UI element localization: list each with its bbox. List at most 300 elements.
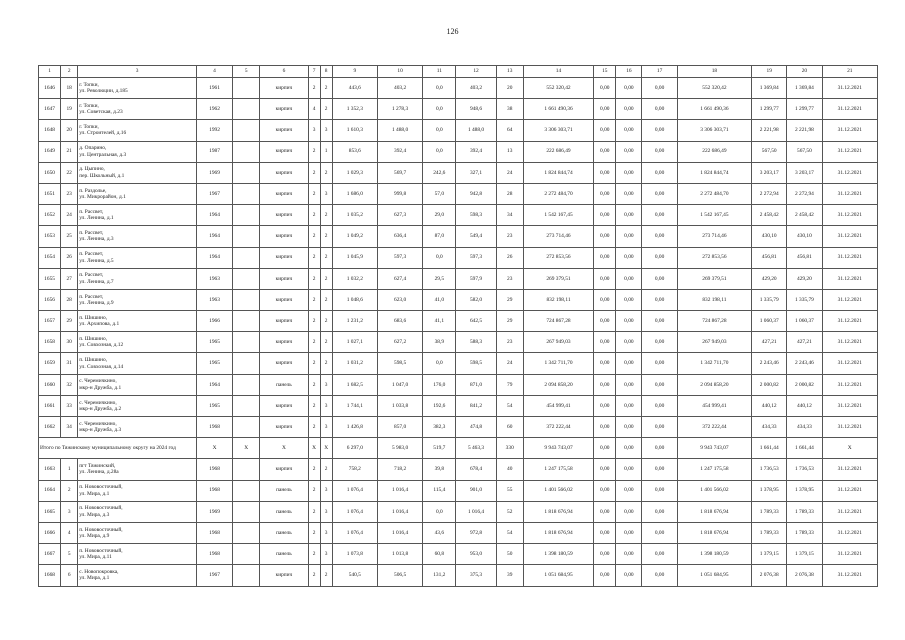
- table-cell: 1 488,0: [377, 120, 422, 141]
- table-cell: 1992: [196, 120, 232, 141]
- table-cell: 0,00: [616, 247, 642, 268]
- table-cell: 3: [308, 120, 320, 141]
- address-cell: п. Шишино, ул. Архипова, д.1: [78, 311, 197, 332]
- table-cell: кирпич: [260, 332, 308, 353]
- table-cell: 23: [61, 183, 78, 204]
- table-cell: 0,00: [594, 522, 616, 543]
- table-cell: [233, 459, 260, 480]
- total-cell: 1 661,44: [752, 438, 787, 459]
- table-cell: 0,00: [594, 141, 616, 162]
- table-cell: 2: [320, 247, 332, 268]
- table-cell: 2: [308, 183, 320, 204]
- address-cell: пгт Тяжинский, ул. Ленина, д.28а: [78, 459, 197, 480]
- table-row: [39, 395, 878, 416]
- table-cell: 1654: [39, 247, 61, 268]
- table-cell: 1 016,4: [377, 501, 422, 522]
- table-cell: 2: [308, 162, 320, 183]
- table-cell: 2: [308, 522, 320, 543]
- table-cell: 1 031,2: [332, 353, 377, 374]
- table-cell: 0,0: [423, 120, 456, 141]
- table-cell: 3: [320, 480, 332, 501]
- address-cell: п. Нововосточный, ул. Мира, д.3: [78, 501, 197, 522]
- table-cell: 440,12: [752, 395, 787, 416]
- table-cell: 1 661 490,36: [523, 99, 593, 120]
- table-cell: 1 682,5: [332, 374, 377, 395]
- table-cell: 31.12.2021: [822, 332, 877, 353]
- table-cell: 0,00: [642, 99, 677, 120]
- table-cell: 222 686,49: [677, 141, 751, 162]
- table-cell: 273 714,46: [677, 226, 751, 247]
- table-cell: кирпич: [260, 120, 308, 141]
- table-cell: 0,00: [642, 565, 677, 586]
- table-cell: 2: [308, 374, 320, 395]
- table-cell: 2: [320, 459, 332, 480]
- table-cell: 1 736,53: [752, 459, 787, 480]
- table-cell: 31.12.2021: [822, 501, 877, 522]
- table-cell: 1 342 711,70: [677, 353, 751, 374]
- table-cell: 1 488,0: [456, 120, 496, 141]
- table-cell: 1 378,95: [787, 480, 822, 501]
- table-cell: 1968: [196, 522, 232, 543]
- table-cell: 34: [496, 205, 523, 226]
- address-cell: п. Нововосточный, ул. Мира, д.9: [78, 522, 197, 543]
- table-cell: 1 047,0: [377, 374, 422, 395]
- table-cell: 31.12.2021: [822, 374, 877, 395]
- table-row: [39, 99, 878, 120]
- table-cell: панель: [260, 544, 308, 565]
- table-cell: 267 949,03: [523, 332, 593, 353]
- table-cell: 1 789,33: [752, 501, 787, 522]
- table-cell: 0,00: [616, 522, 642, 543]
- table-cell: 25: [61, 226, 78, 247]
- table-cell: 1 398 180,59: [523, 544, 593, 565]
- table-cell: 430,10: [787, 226, 822, 247]
- table-row: [39, 120, 878, 141]
- table-cell: 2 243,46: [787, 353, 822, 374]
- table-cell: 0,00: [594, 311, 616, 332]
- table-cell: 23: [496, 332, 523, 353]
- table-cell: 597,9: [456, 268, 496, 289]
- table-cell: [233, 501, 260, 522]
- column-number-cell: 18: [677, 66, 751, 78]
- table-cell: 0,00: [594, 247, 616, 268]
- table-cell: 31.12.2021: [822, 544, 877, 565]
- table-cell: 0,00: [642, 522, 677, 543]
- total-cell: 0,00: [594, 438, 616, 459]
- table-cell: 1967: [196, 183, 232, 204]
- table-cell: 1666: [39, 522, 61, 543]
- table-cell: 0,00: [642, 120, 677, 141]
- table-cell: 31.12.2021: [822, 417, 877, 438]
- table-cell: 3 306 303,71: [677, 120, 751, 141]
- table-cell: 683,6: [377, 311, 422, 332]
- table-cell: 853,6: [332, 141, 377, 162]
- table-cell: 2: [308, 311, 320, 332]
- table-cell: 3: [320, 120, 332, 141]
- table-cell: 31.12.2021: [822, 565, 877, 586]
- table-cell: 2: [320, 162, 332, 183]
- column-number-cell: 13: [496, 66, 523, 78]
- table-cell: 31.12.2021: [822, 226, 877, 247]
- table-cell: 0,00: [642, 162, 677, 183]
- table-cell: 1 013,8: [377, 544, 422, 565]
- table-cell: 29: [496, 311, 523, 332]
- table-cell: 0,00: [616, 374, 642, 395]
- table-cell: 2: [308, 544, 320, 565]
- table-cell: 0,00: [642, 501, 677, 522]
- table-cell: 582,0: [456, 289, 496, 310]
- table-cell: 0,00: [594, 459, 616, 480]
- table-cell: [233, 247, 260, 268]
- table-cell: 430,10: [752, 226, 787, 247]
- table-cell: 454 999,41: [677, 395, 751, 416]
- column-number-cell: 11: [423, 66, 456, 78]
- table-cell: [233, 78, 260, 99]
- table-cell: 0,00: [642, 183, 677, 204]
- table-cell: 474,8: [456, 417, 496, 438]
- column-number-cell: 9: [332, 66, 377, 78]
- table-cell: [233, 395, 260, 416]
- table-cell: [233, 544, 260, 565]
- table-cell: 0,00: [616, 183, 642, 204]
- table-cell: 2: [308, 565, 320, 586]
- table-cell: 1 231,2: [332, 311, 377, 332]
- table-cell: 31.12.2021: [822, 289, 877, 310]
- table-cell: 1655: [39, 268, 61, 289]
- table-cell: 0,00: [594, 480, 616, 501]
- table-cell: 0,00: [642, 311, 677, 332]
- total-cell: 0,00: [616, 438, 642, 459]
- table-cell: 2: [308, 417, 320, 438]
- table-cell: 1652: [39, 205, 61, 226]
- table-cell: 0,00: [616, 395, 642, 416]
- table-cell: 2: [308, 395, 320, 416]
- table-row: [39, 374, 878, 395]
- table-cell: 1 401 566,02: [677, 480, 751, 501]
- table-cell: 1 045,9: [332, 247, 377, 268]
- table-cell: 1 035,2: [332, 205, 377, 226]
- table-cell: 456,81: [752, 247, 787, 268]
- table-row: [39, 205, 878, 226]
- table-cell: 1662: [39, 417, 61, 438]
- table-cell: 1 401 566,02: [523, 480, 593, 501]
- table-cell: 2: [320, 353, 332, 374]
- total-cell: X: [822, 438, 877, 459]
- table-cell: 1 369,84: [787, 78, 822, 99]
- table-cell: 0,00: [642, 417, 677, 438]
- table-cell: 552 320,42: [523, 78, 593, 99]
- address-cell: г. Топки, ул. Советская, д.23: [78, 99, 197, 120]
- table-cell: 2 272,94: [752, 183, 787, 204]
- table-cell: 1 247 175,58: [523, 459, 593, 480]
- table-cell: 131,2: [423, 565, 456, 586]
- table-cell: 627,4: [377, 268, 422, 289]
- table-cell: 1963: [196, 268, 232, 289]
- table-cell: кирпич: [260, 459, 308, 480]
- table-cell: 552 320,42: [677, 78, 751, 99]
- table-cell: 1 048,6: [332, 289, 377, 310]
- table-cell: 1 824 844,74: [677, 162, 751, 183]
- table-cell: [233, 353, 260, 374]
- total-cell: 9 943 743,07: [677, 438, 751, 459]
- table-cell: 1 818 676,94: [523, 522, 593, 543]
- table-row: [39, 522, 878, 543]
- table-cell: 1969: [196, 162, 232, 183]
- table-cell: 392,4: [377, 141, 422, 162]
- table-cell: 26: [61, 247, 78, 268]
- table-cell: 1 426,8: [332, 417, 377, 438]
- address-cell: г. Топки, ул. Строителей, д.16: [78, 120, 197, 141]
- table-cell: 55: [496, 480, 523, 501]
- table-cell: 0,00: [594, 395, 616, 416]
- table-cell: 32: [61, 374, 78, 395]
- table-cell: 0,00: [594, 162, 616, 183]
- table-cell: 39,8: [423, 459, 456, 480]
- table-cell: 0,00: [594, 120, 616, 141]
- table-cell: 1965: [196, 395, 232, 416]
- table-cell: 1 378,95: [752, 480, 787, 501]
- table-cell: 3 306 303,71: [523, 120, 593, 141]
- table-cell: 0,00: [616, 353, 642, 374]
- table-cell: 2: [320, 268, 332, 289]
- table-cell: 40: [496, 459, 523, 480]
- table-cell: 1659: [39, 353, 61, 374]
- table-cell: 41,0: [423, 289, 456, 310]
- table-cell: 2 243,46: [752, 353, 787, 374]
- table-cell: 0,00: [594, 332, 616, 353]
- table-cell: 272 853,56: [523, 247, 593, 268]
- column-number-cell: 14: [523, 66, 593, 78]
- table-cell: 2: [320, 99, 332, 120]
- table-cell: 31.12.2021: [822, 311, 877, 332]
- table-cell: 588,3: [456, 332, 496, 353]
- column-number-cell: 12: [456, 66, 496, 78]
- table-cell: 41,1: [423, 311, 456, 332]
- table-row: [39, 565, 878, 586]
- table-cell: 2: [308, 289, 320, 310]
- table-cell: 1: [320, 141, 332, 162]
- housing-register-table: [38, 65, 878, 587]
- total-cell: X: [308, 438, 320, 459]
- table-cell: кирпич: [260, 162, 308, 183]
- table-cell: кирпич: [260, 247, 308, 268]
- table-cell: 948,6: [456, 99, 496, 120]
- table-cell: 0,00: [594, 183, 616, 204]
- table-cell: 0,00: [642, 78, 677, 99]
- table-cell: 176,0: [423, 374, 456, 395]
- table-cell: 27: [61, 268, 78, 289]
- table-cell: 3: [320, 544, 332, 565]
- table-cell: 2: [308, 141, 320, 162]
- table-cell: 29: [496, 289, 523, 310]
- table-cell: 1 789,33: [787, 501, 822, 522]
- table-cell: 832 198,11: [677, 289, 751, 310]
- table-cell: 0,0: [423, 78, 456, 99]
- table-cell: 3: [320, 395, 332, 416]
- table-cell: 31: [61, 353, 78, 374]
- table-cell: 0,00: [616, 205, 642, 226]
- table-cell: 21: [61, 141, 78, 162]
- table-cell: 1964: [196, 374, 232, 395]
- table-cell: 1965: [196, 353, 232, 374]
- table-cell: 24: [61, 205, 78, 226]
- table-cell: 0,00: [594, 565, 616, 586]
- total-cell: 5 983,0: [377, 438, 422, 459]
- table-cell: 0,00: [642, 459, 677, 480]
- table-cell: 273 714,46: [523, 226, 593, 247]
- table-cell: 627,3: [377, 205, 422, 226]
- table-cell: 1661: [39, 395, 61, 416]
- table-cell: 392,4: [456, 141, 496, 162]
- table-body: [39, 78, 878, 587]
- table-cell: 1962: [196, 99, 232, 120]
- table-cell: 1 299,77: [752, 99, 787, 120]
- table-cell: 31.12.2021: [822, 141, 877, 162]
- table-cell: [233, 268, 260, 289]
- table-cell: 0,00: [642, 353, 677, 374]
- table-cell: 0,00: [616, 480, 642, 501]
- table-cell: 1 736,53: [787, 459, 822, 480]
- table-cell: 1 033,8: [377, 395, 422, 416]
- table-cell: [233, 522, 260, 543]
- table-cell: кирпич: [260, 141, 308, 162]
- table-cell: 1 379,15: [787, 544, 822, 565]
- table-cell: 2: [308, 78, 320, 99]
- table-cell: 2: [308, 205, 320, 226]
- table-cell: 39: [496, 565, 523, 586]
- table-cell: 31.12.2021: [822, 522, 877, 543]
- table-cell: 18: [61, 78, 78, 99]
- table-cell: 0,0: [423, 99, 456, 120]
- table-cell: 0,00: [642, 205, 677, 226]
- table-cell: кирпич: [260, 183, 308, 204]
- table-cell: 1 744,1: [332, 395, 377, 416]
- table-row: [39, 247, 878, 268]
- table-cell: 26: [496, 247, 523, 268]
- table-cell: 3: [320, 501, 332, 522]
- table-cell: 901,0: [456, 480, 496, 501]
- table-cell: [233, 120, 260, 141]
- table-cell: 3 203,17: [787, 162, 822, 183]
- table-cell: 20: [496, 78, 523, 99]
- table-cell: кирпич: [260, 565, 308, 586]
- table-cell: 403,2: [456, 78, 496, 99]
- table-cell: 0,00: [594, 544, 616, 565]
- table-cell: [233, 374, 260, 395]
- table-cell: 31.12.2021: [822, 78, 877, 99]
- table-cell: 1968: [196, 544, 232, 565]
- table-cell: 31.12.2021: [822, 353, 877, 374]
- table-cell: 0,00: [642, 141, 677, 162]
- table-cell: 28: [496, 183, 523, 204]
- address-cell: п. Шишино, ул. Совхозная, д.12: [78, 332, 197, 353]
- table-cell: 1 016,4: [456, 501, 496, 522]
- table-cell: 1: [61, 459, 78, 480]
- table-cell: 267 949,03: [677, 332, 751, 353]
- table-cell: 1 352,3: [332, 99, 377, 120]
- table-row: [39, 183, 878, 204]
- table-cell: 2: [308, 226, 320, 247]
- table-cell: 79: [496, 374, 523, 395]
- table-row: [39, 268, 878, 289]
- total-cell: 1 661,44: [787, 438, 822, 459]
- address-cell: д. Цыпино, пер. Школьный, д.1: [78, 162, 197, 183]
- table-cell: 0,00: [642, 374, 677, 395]
- table-row: [39, 417, 878, 438]
- table-cell: 2: [320, 226, 332, 247]
- table-cell: 1 247 175,58: [677, 459, 751, 480]
- table-row: [39, 289, 878, 310]
- table-cell: 1 335,79: [752, 289, 787, 310]
- table-cell: 2: [320, 332, 332, 353]
- table-cell: 597,3: [377, 247, 422, 268]
- table-cell: 1 379,15: [752, 544, 787, 565]
- table-cell: 31.12.2021: [822, 162, 877, 183]
- table-cell: 2: [308, 332, 320, 353]
- table-cell: 372 222,44: [523, 417, 593, 438]
- table-cell: 38: [496, 99, 523, 120]
- total-row: [39, 438, 878, 459]
- table-row: [39, 141, 878, 162]
- table-cell: 0,00: [642, 480, 677, 501]
- table-cell: 0,00: [616, 544, 642, 565]
- address-cell: п. Рассвет, ул. Ленина, д.1: [78, 205, 197, 226]
- table-cell: 1 542 167,45: [677, 205, 751, 226]
- table-cell: 24: [496, 353, 523, 374]
- table-cell: 0,00: [616, 332, 642, 353]
- table-cell: 1 049,2: [332, 226, 377, 247]
- table-cell: кирпич: [260, 353, 308, 374]
- table-cell: 31.12.2021: [822, 205, 877, 226]
- table-cell: 0,00: [616, 268, 642, 289]
- table-cell: панель: [260, 480, 308, 501]
- table-row: [39, 78, 878, 99]
- table-cell: 0,00: [616, 565, 642, 586]
- table-cell: 972,8: [456, 522, 496, 543]
- table-cell: 1 542 167,45: [523, 205, 593, 226]
- address-cell: п. Нововосточный, ул. Мира, д.1: [78, 480, 197, 501]
- table-cell: панель: [260, 522, 308, 543]
- address-cell: п. Раздолье, ул. Микрорайон, д.1: [78, 183, 197, 204]
- table-cell: [233, 162, 260, 183]
- table-cell: 1966: [196, 311, 232, 332]
- table-cell: 0,0: [423, 141, 456, 162]
- table-cell: 540,5: [332, 565, 377, 586]
- table-row: [39, 226, 878, 247]
- table-cell: кирпич: [260, 78, 308, 99]
- table-cell: [233, 205, 260, 226]
- table-cell: 724 867,28: [523, 311, 593, 332]
- table-cell: 1 824 844,74: [523, 162, 593, 183]
- total-cell: 0,00: [642, 438, 677, 459]
- table-cell: 1963: [196, 289, 232, 310]
- column-number-cell: 20: [787, 66, 822, 78]
- table-cell: 627,2: [377, 332, 422, 353]
- table-cell: 1968: [196, 459, 232, 480]
- table-cell: 2: [320, 205, 332, 226]
- table-cell: 0,00: [616, 120, 642, 141]
- table-cell: 0,00: [594, 268, 616, 289]
- table-cell: 1967: [196, 565, 232, 586]
- table-cell: 372 222,44: [677, 417, 751, 438]
- address-cell: п. Рассвет, ул. Ленина, д.3: [78, 226, 197, 247]
- table-cell: 2: [61, 480, 78, 501]
- table-cell: 0,00: [616, 78, 642, 99]
- table-cell: 1660: [39, 374, 61, 395]
- table-cell: 1 032,2: [332, 268, 377, 289]
- table-cell: 0,00: [642, 289, 677, 310]
- table-cell: 1961: [196, 78, 232, 99]
